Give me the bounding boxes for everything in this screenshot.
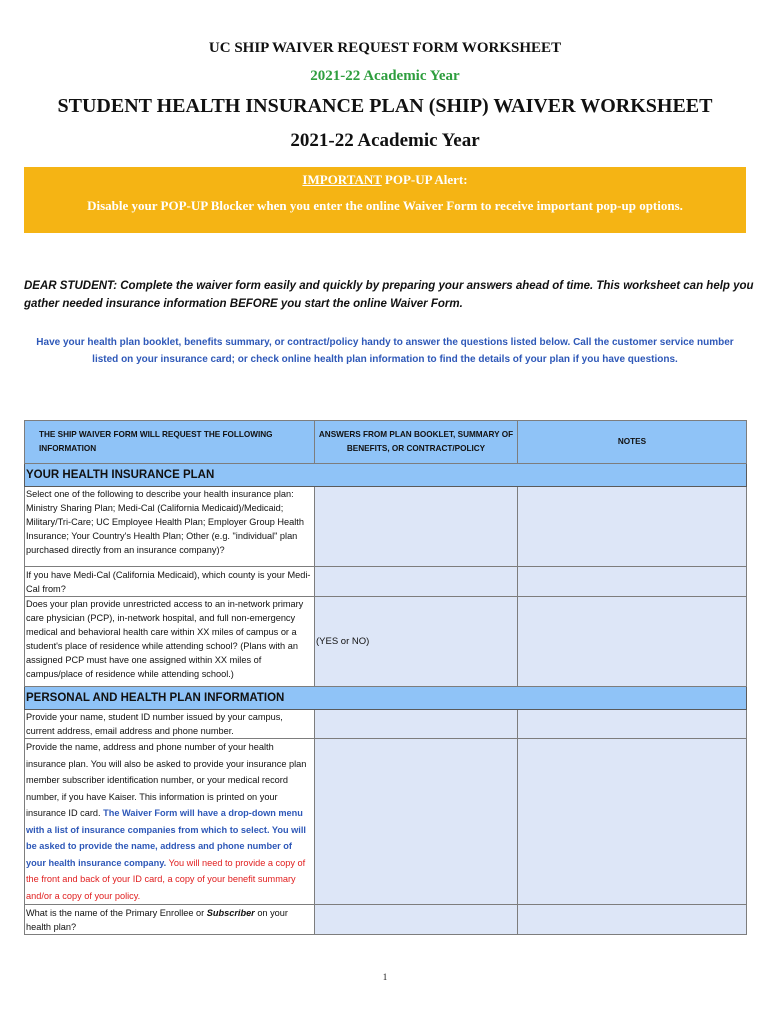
- id-card-note: You will need to provide a copy of the front and back of your ID card, a copy of your benefit summary and/or a copy of your policy.: [26, 857, 306, 901]
- table-row: [25, 710, 747, 739]
- section-row: [25, 687, 747, 710]
- answer-cell[interactable]: [315, 487, 518, 567]
- plan-info-text: Provide the name, address and phone number of your health insurance plan. You will also be asked to provide your insurance plan member subscriber identification number, or your medical record number, if you have Kaiser. This information is printed on your insurance ID card.: [26, 742, 307, 818]
- table-row: [25, 739, 747, 905]
- question-cell: If you have Medi-Cal (California Medicaid), which county is your Medi-Cal from?: [25, 567, 315, 597]
- notes-cell[interactable]: [518, 567, 747, 597]
- section-row: [25, 464, 747, 487]
- answer-cell[interactable]: [315, 567, 518, 597]
- worksheet-title: UC SHIP WAIVER REQUEST FORM WORKSHEET: [208, 40, 562, 56]
- question-cell: Provide your name, student ID number issued by your campus, current address, email address and phone number.: [25, 710, 315, 739]
- ship-title: STUDENT HEALTH INSURANCE PLAN (SHIP) WAIVER WORKSHEET: [57, 95, 713, 117]
- alert-important: IMPORTANT: [302, 172, 382, 187]
- dropdown-note: The Waiver Form will have a drop-down menu with a list of insurance companies from which to select. You will be asked to provide the name, address and phone number of your health insurance company.: [26, 808, 306, 868]
- ship-year: 2021-22 Academic Year: [290, 130, 480, 151]
- table-header-row: [25, 421, 747, 464]
- section-personal-info: PERSONAL AND HEALTH PLAN INFORMATION: [25, 687, 747, 710]
- instructions-text: Have your health plan booklet, benefits summary, or contract/policy handy to answer the questions listed below. Call the customer service number listed on your insurance card; or check online health plan information to find the details of your plan if you have questions.: [36, 337, 734, 365]
- notes-cell[interactable]: [518, 905, 747, 935]
- header-notes: NOTES: [518, 421, 747, 464]
- worksheet-year: 2021-22 Academic Year: [310, 68, 460, 84]
- table-row: [25, 905, 747, 935]
- question-cell: Does your plan provide unrestricted access to an in-network primary care physician (PCP), in-network hospital, and full non-emergency medical and behavioral health care within XX miles of campus or a student's place of residence while attending school? (Plans with an assigned PCP must have one assigned within XX miles of campus/place of residence while attending school.): [25, 597, 315, 687]
- header-information: THE SHIP WAIVER FORM WILL REQUEST THE FOLLOWING INFORMATION: [25, 421, 315, 464]
- notes-cell[interactable]: [518, 739, 747, 905]
- answer-cell[interactable]: [315, 710, 518, 739]
- subscriber-q-post: on your health plan?: [26, 907, 288, 932]
- table-row: [25, 597, 747, 687]
- subscriber-q-pre: What is the name of the Primary Enrollee or: [26, 907, 207, 918]
- answer-cell[interactable]: (YES or NO): [315, 597, 518, 687]
- dear-student-text: DEAR STUDENT: Complete the waiver form easily and quickly by preparing your answers ahead of time. This worksheet can help you gather needed insurance information BEFORE you start the online Waiver Form.: [24, 280, 754, 310]
- question-cell: Select one of the following to describe your health insurance plan: Ministry Sharing Plan; Medi-Cal (California Medicaid)/Medicaid; Military/Tri-Care; UC Employee Health Plan; Employer Group Health Insurance; Your Country's Health Plan; Other (e.g. "individual" plan purchased directly from an insurance company)?: [25, 487, 315, 567]
- page-number: 1: [382, 972, 388, 982]
- question-cell: [25, 905, 315, 935]
- alert-message: Disable your POP-UP Blocker when you enter the online Waiver Form to receive important pop-up options.: [87, 198, 683, 213]
- answer-cell[interactable]: [315, 905, 518, 935]
- table-row: [25, 487, 747, 567]
- notes-cell[interactable]: [518, 487, 747, 567]
- question-cell: [25, 739, 315, 905]
- notes-cell[interactable]: [518, 597, 747, 687]
- section-your-health-plan: YOUR HEALTH INSURANCE PLAN: [25, 464, 747, 487]
- alert-heading: [24, 172, 746, 188]
- popup-alert-box: [24, 167, 746, 233]
- answer-cell[interactable]: [315, 739, 518, 905]
- waiver-worksheet-table: [24, 420, 747, 935]
- subscriber-q-bold: Subscriber: [206, 907, 255, 918]
- table-row: [25, 567, 747, 597]
- alert-label: POP-UP Alert:: [381, 172, 468, 187]
- header-answers: ANSWERS FROM PLAN BOOKLET, SUMMARY OF BENEFITS, OR CONTRACT/POLICY: [315, 421, 518, 464]
- notes-cell[interactable]: [518, 710, 747, 739]
